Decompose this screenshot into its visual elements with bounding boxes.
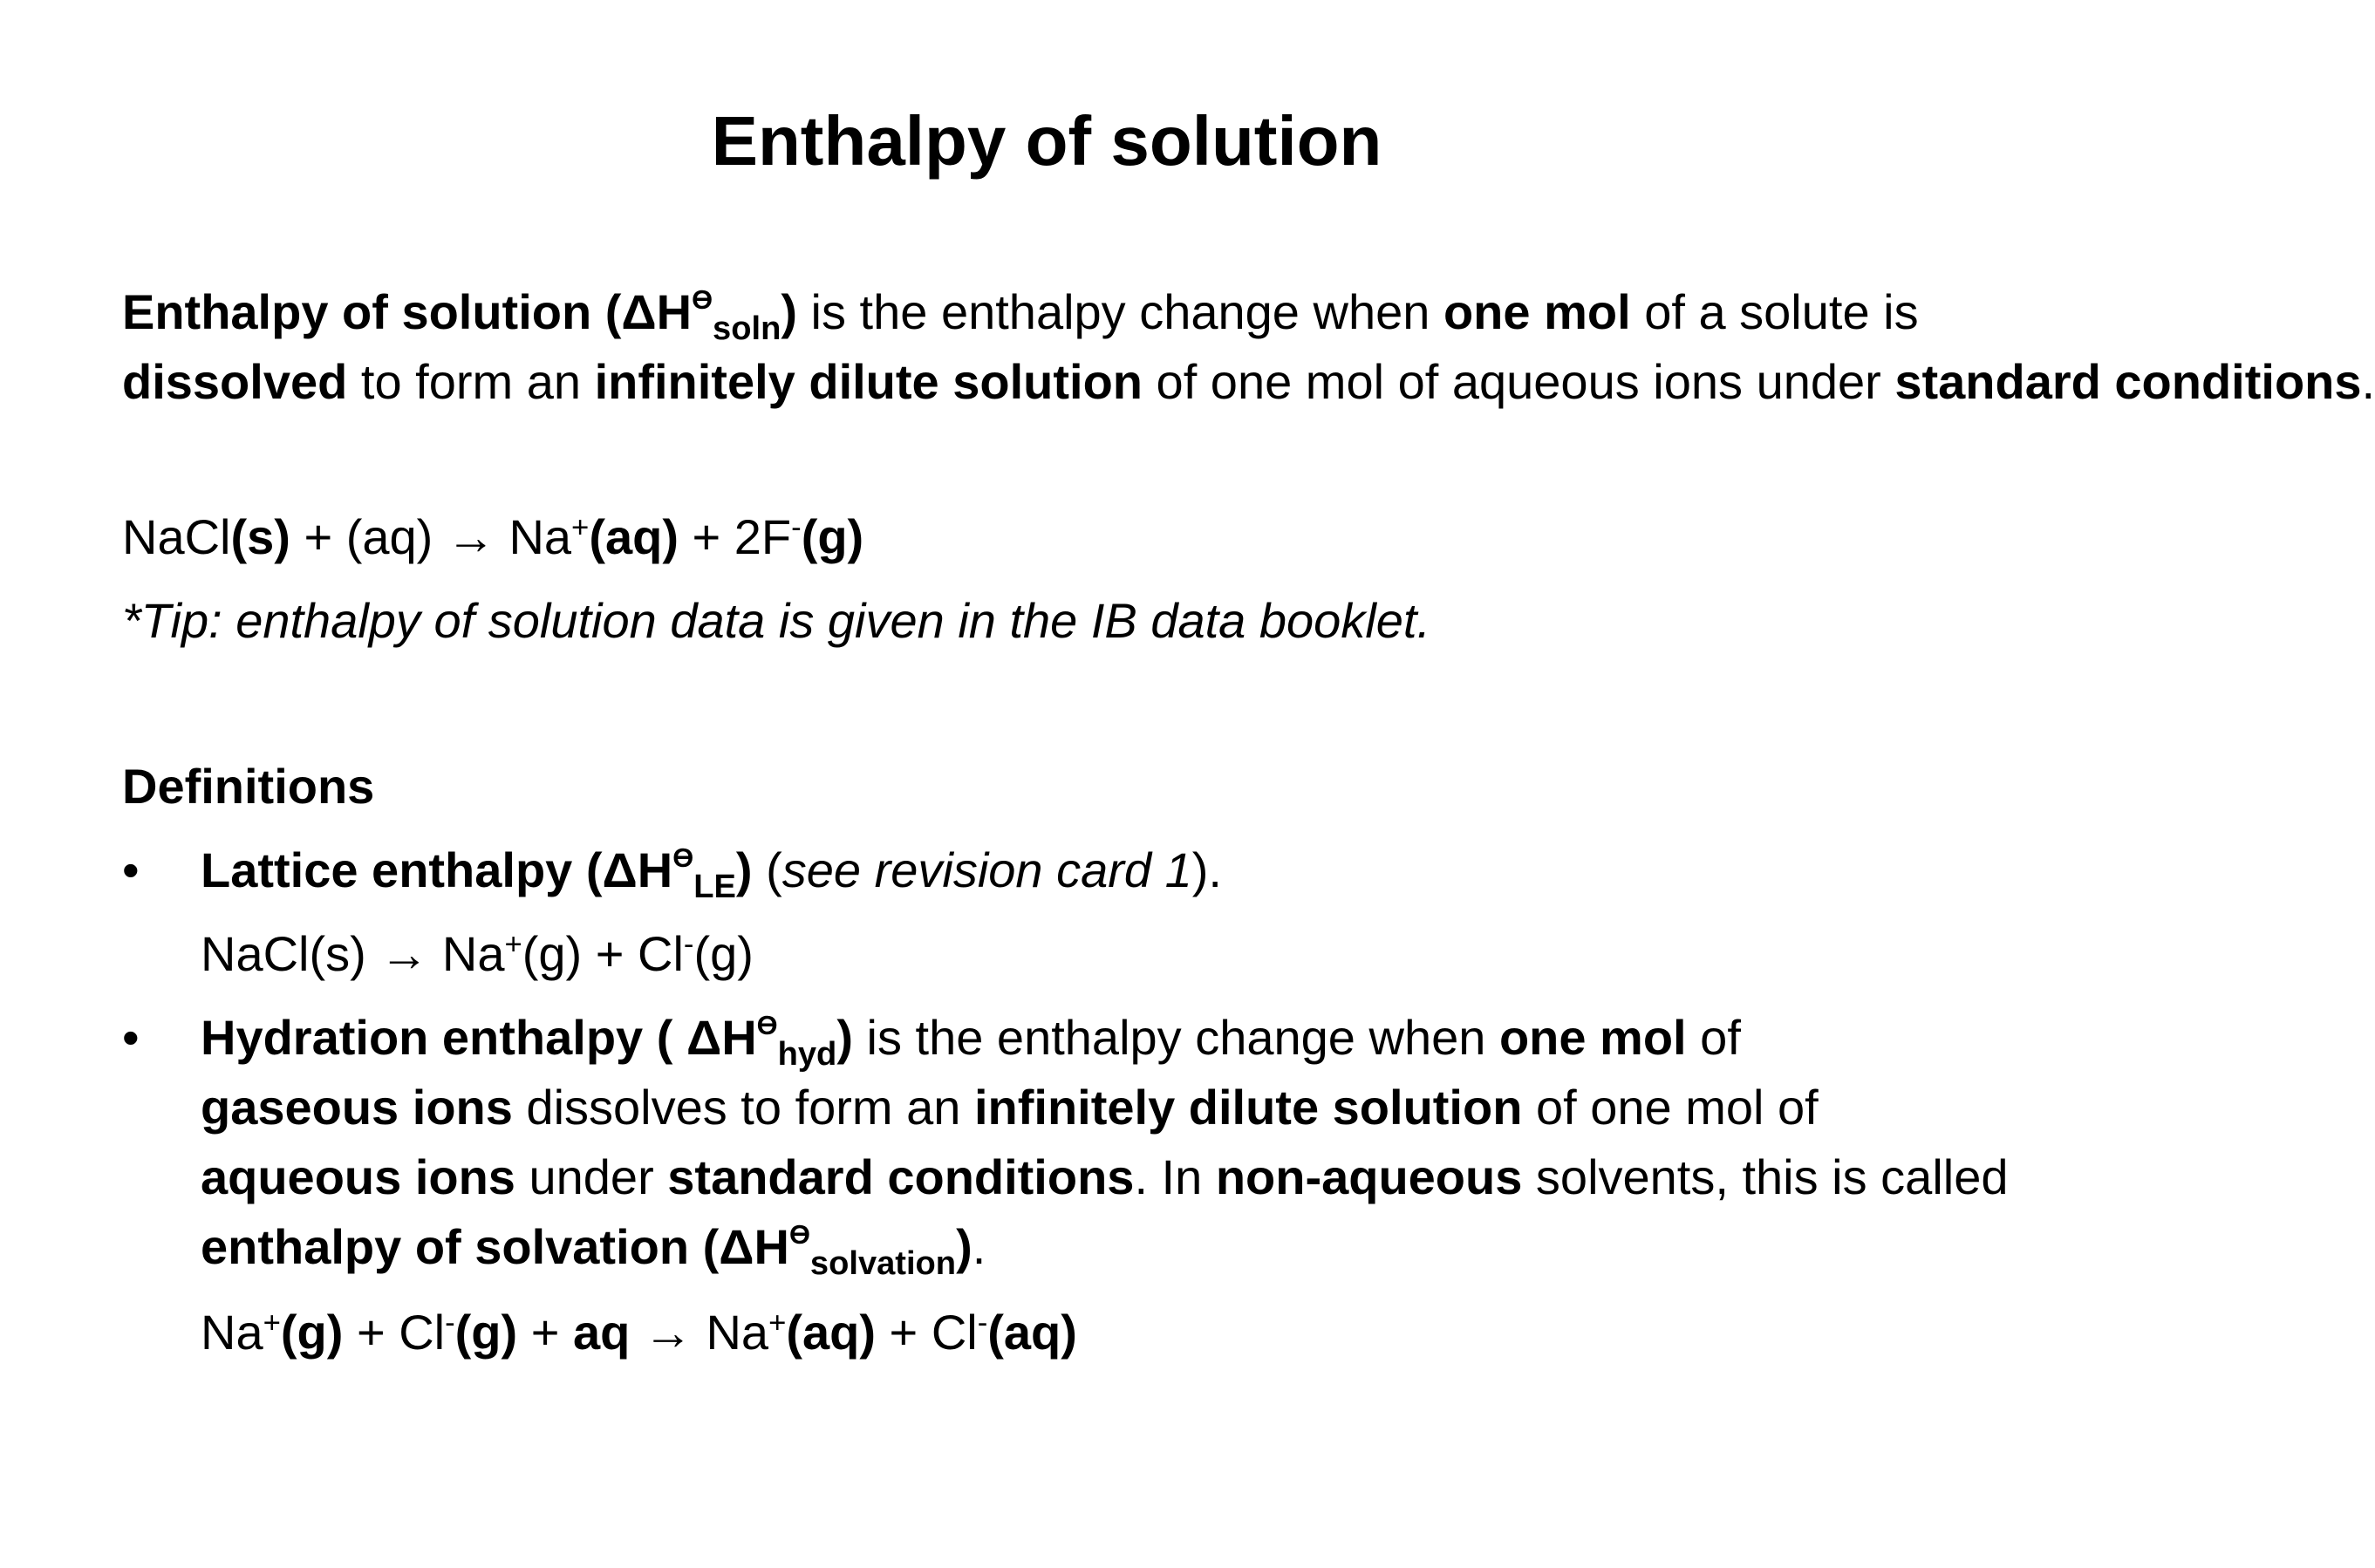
standard-state-symbol: ϴ <box>672 842 694 873</box>
standard-state-symbol: ϴ <box>692 283 713 315</box>
solution-definition: Enthalpy of solution $(\Delta H^ϴ_{soln})$ is the enthalpy change when one mol of a solute is dissolved to form an infinitely dilute solution of one mol of aqueous ions under standard conditions. <box>122 283 2375 409</box>
definitions-heading: Definitions <box>122 759 375 814</box>
term-enthalpy-of-solution: Enthalpy of solution $(\Delta H^ϴ_{soln})$ <box>122 283 797 348</box>
standard-state-symbol: ϴ <box>788 1218 810 1250</box>
tip-text: *Tip: enthalpy of solution data is given in the IB data booklet. <box>122 593 1431 648</box>
equation-lattice: NaCl(s) → Na+(g) + Cl-(g) <box>201 926 754 981</box>
subscript-soln: soln <box>713 310 781 348</box>
bullet-icon: • <box>122 1010 140 1065</box>
revision-card-ref: see revision card 1 <box>781 842 1192 897</box>
lattice-enthalpy-item: Lattice enthalpy $(\Delta H^ϴ_{LE})$ (see revision card 1). <box>201 842 1222 906</box>
bullet-icon: • <box>122 842 140 897</box>
hydration-enthalpy-item: Hydration enthalpy ( $\Delta H^ϴ_{hyd}$) is the enthalpy change when one mol of gaseous ions dissolves to form an infinitely dilute solution of one mol of aqueous ions under standard conditions. In non-aqueous solvents, this is called enthalpy of solvation $(\Delta H^ϴ_{solvation})$. <box>201 1009 2009 1283</box>
standard-state-symbol: ϴ <box>756 1009 778 1040</box>
slide-title: Enthalpy of solution <box>711 102 1382 180</box>
equation-solution: NaCl(s) + (aq) → Na+(aq) + 2F-(g) <box>122 509 864 564</box>
equation-hydration: Na+(g) + Cl-(g) + aq → Na+(aq) + Cl-(aq) <box>201 1305 1077 1360</box>
